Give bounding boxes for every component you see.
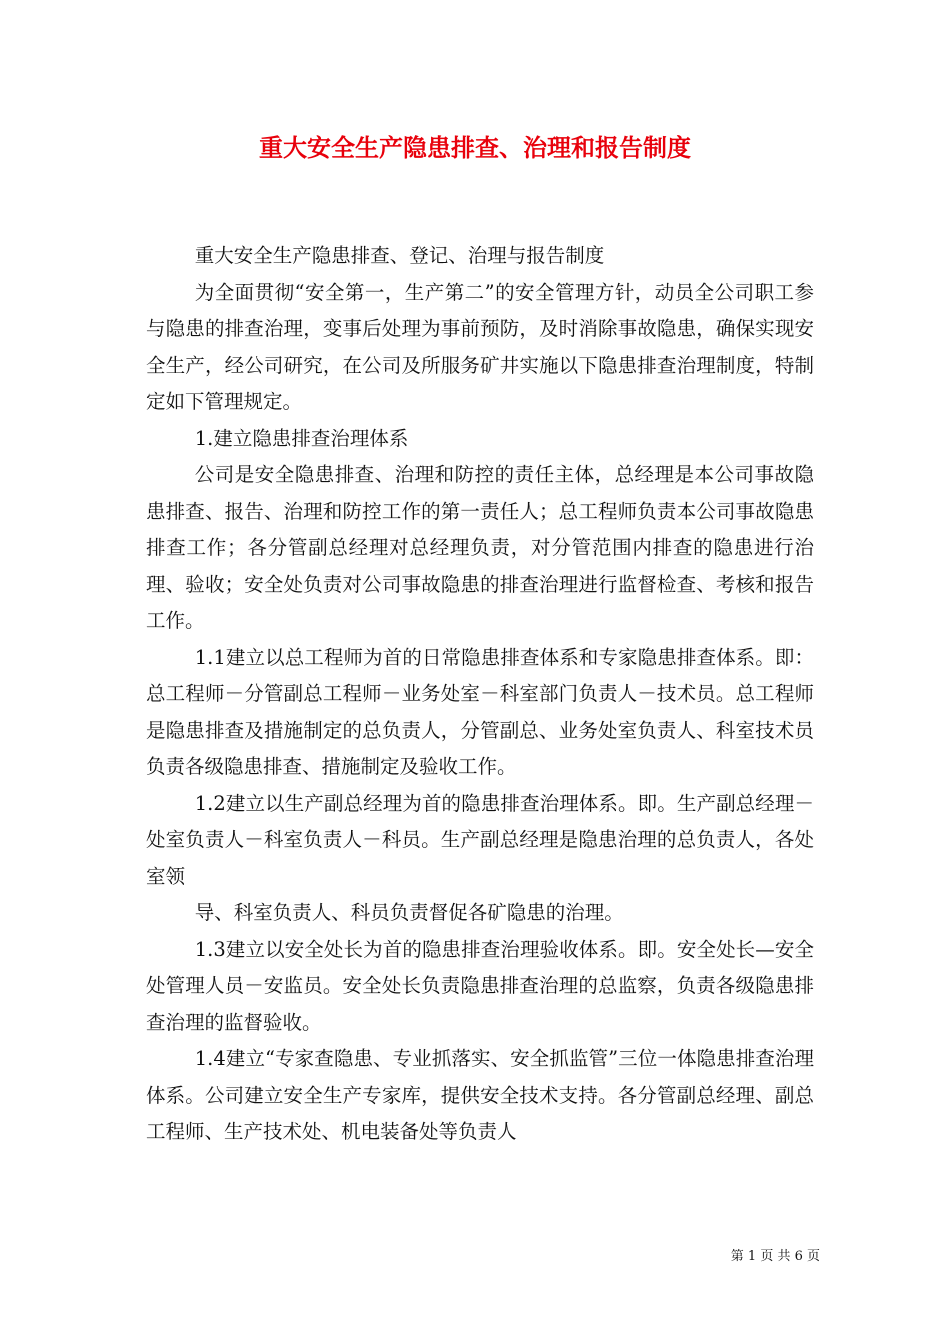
page-number: 第 1 页 共 6 页 — [730, 1249, 820, 1264]
paragraph-section-1-1: 1.1建立以总工程师为首的日常隐患排查体系和专家隐患排查体系。即：总工程师－分管副总工程师－业务处室－科室部门负责人－技术员。总工程师是隐患排查及措施制定的总负责人，分管副总、业务处室负责人、科室技术员负责各级隐患排查、措施制定及验收工作。 — [146, 645, 814, 778]
paragraph-section-1-body: 公司是安全隐患排查、治理和防控的责任主体，总经理是本公司事故隐患排查、报告、治理和防控工作的第一责任人；总工程师负责本公司事故隐患排查工作；各分管副总经理对总经理负责，对分管范围内排查的隐患进行治理、验收；安全处负责对公司事故隐患的排查治理进行监督检查、考核和报告工作。 — [146, 463, 814, 632]
paragraph-section-1-heading: 1.建立隐患排查治理体系 — [194, 426, 409, 450]
document-title: 重大安全生产隐患排查、治理和报告制度 — [259, 133, 691, 162]
paragraph-section-1-4: 1.4建立“专家查隐患、专业抓落实、安全抓监管”三位一体隐患排查治理体系。公司建立安全生产专家库，提供安全技术支持。各分管副总经理、副总工程师、生产技术处、机电装备处等负责人 — [146, 1047, 814, 1143]
paragraph-section-1-2: 1.2建立以生产副总经理为首的隐患排查治理体系。即。生产副总经理－处室负责人－科室负责人－科员。生产副总经理是隐患治理的总负责人，各处室领 — [146, 791, 814, 888]
document-body — [146, 238, 814, 1151]
paragraph-subtitle: 重大安全生产隐患排查、登记、治理与报告制度 — [194, 244, 605, 267]
paragraph-section-1-2-continued: 导、科室负责人、科员负责督促各矿隐患的治理。 — [194, 901, 624, 924]
paragraph-intro: 为全面贯彻“安全第一，生产第二”的安全管理方针，动员全公司职工参与隐患的排查治理，变事后处理为事前预防，及时消除事故隐患，确保实现安全生产，经公司研究，在公司及所服务矿井实施以下隐患排查治理制度，特制定如下管理规定。 — [146, 280, 814, 413]
paragraph-section-1-3: 1.3建立以安全处长为首的隐患排查治理验收体系。即。安全处长—安全处管理人员－安监员。安全处长负责隐患排查治理的总监察，负责各级隐患排查治理的监督验收。 — [146, 937, 814, 1034]
